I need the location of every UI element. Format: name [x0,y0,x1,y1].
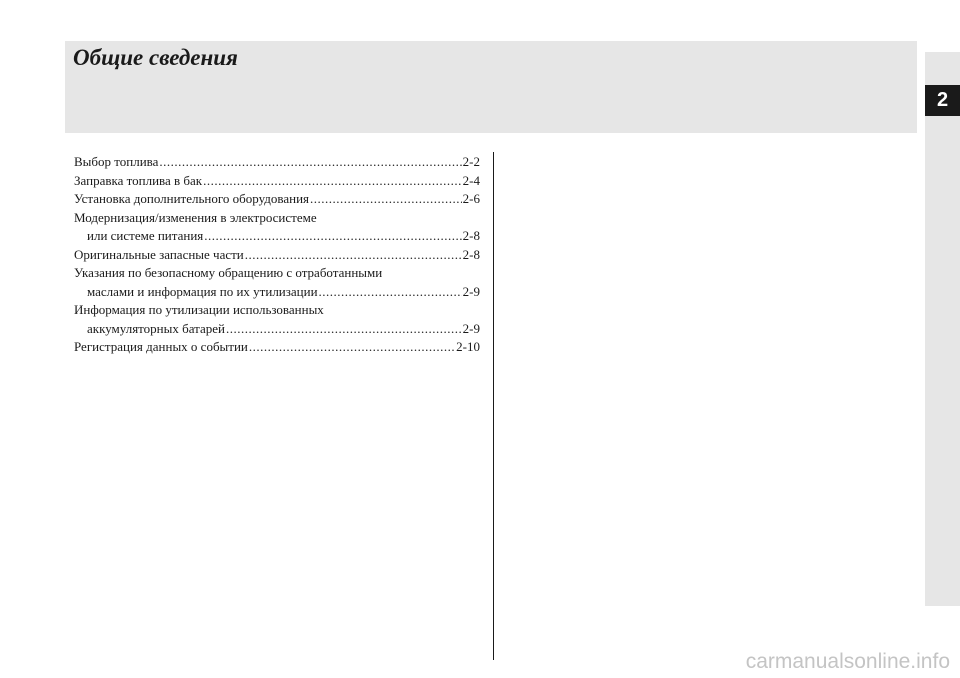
column-divider [493,152,494,660]
section-title: Общие сведения [73,45,238,70]
toc-entry-title-lead: Указания по безопасному обращению с отработанными [74,265,383,280]
toc-entry-refueling[interactable] [74,172,480,191]
section-header [65,41,917,133]
toc-page-number: 2-9 [462,283,480,299]
toc-page-number: 2-4 [462,172,480,188]
toc-leader-dots [310,190,462,209]
toc-entry-accessory-installation[interactable] [74,190,480,209]
chapter-side-strip [925,52,960,606]
toc-leader-dots [245,246,462,265]
toc-page-number: 2-2 [462,154,480,169]
toc-leader-dots [249,338,455,357]
toc-entry-battery-disposal[interactable] [74,301,480,338]
toc-leader-dots [204,227,461,246]
toc-entry-title: или системе питания [87,228,204,243]
watermark: carmanualsonline.info [745,650,950,673]
toc-entry-electrical-modifications[interactable] [74,209,480,246]
toc-entry-title: Регистрация данных о событии [74,339,248,354]
table-of-contents [74,153,480,357]
toc-page-number: 2-10 [456,339,480,354]
toc-leader-dots [319,283,462,302]
toc-entry-title: Выбор топлива [74,154,159,169]
toc-entry-event-data-recording[interactable] [74,338,480,357]
toc-page-number: 2-9 [462,320,480,336]
toc-page-number: 2-6 [462,191,480,206]
toc-entry-title: Оригинальные запасные части [74,246,244,262]
toc-page-number: 2-8 [462,246,480,262]
toc-page-number: 2-8 [462,228,480,243]
chapter-tab[interactable]: 2 [925,85,960,116]
toc-leader-dots [226,320,462,339]
toc-entry-genuine-parts[interactable] [74,246,480,265]
toc-entry-fuel-selection[interactable] [74,153,480,172]
toc-entry-title-lead: Модернизация/изменения в электросистеме [74,209,317,225]
toc-entry-used-oil-handling[interactable] [74,264,480,301]
toc-entry-title-lead: Информация по утилизации использованных [74,302,324,317]
toc-entry-title: маслами и информация по их утилизации [87,283,318,299]
toc-leader-dots [203,172,462,191]
toc-entry-title: Заправка топлива в бак [74,172,203,188]
toc-leader-dots [159,153,461,172]
toc-entry-title: Установка дополнительного оборудования [74,191,310,206]
toc-entry-title: аккумуляторных батарей [87,320,226,336]
